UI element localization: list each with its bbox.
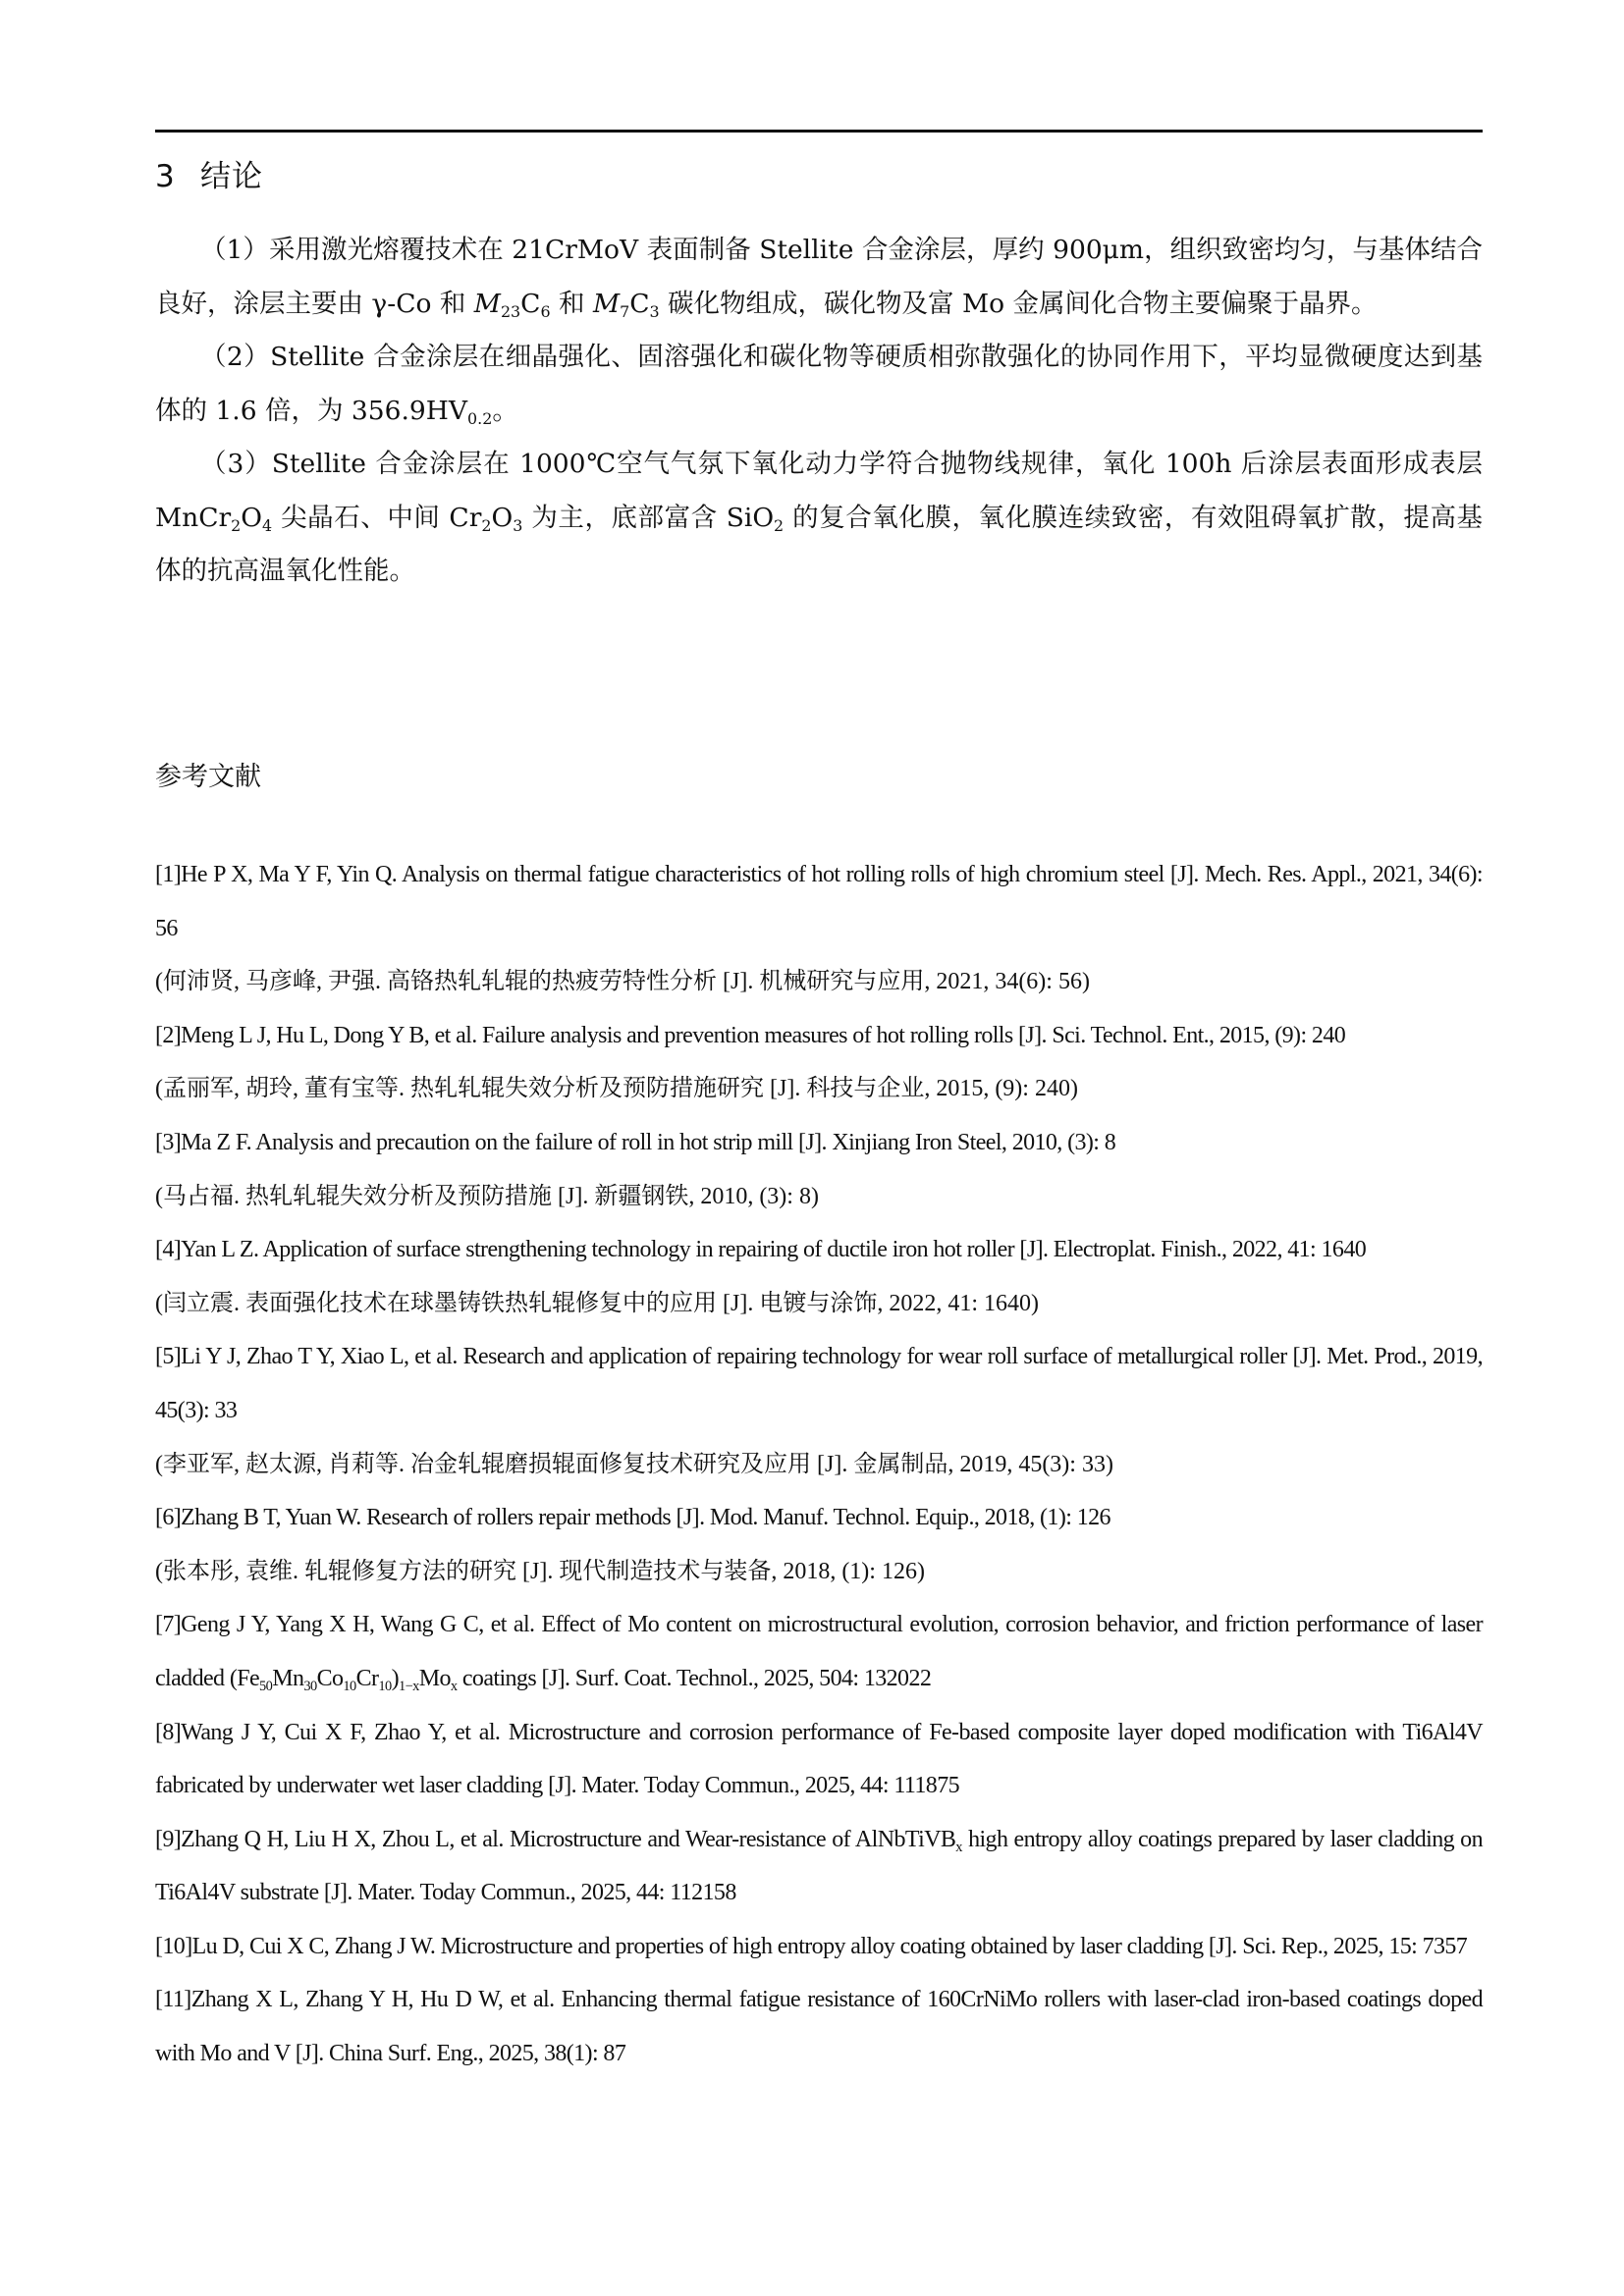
- subscript: 23: [500, 302, 521, 322]
- reference-5-zh: (李亚军, 赵太源, 肖莉等. 冶金轧辊磨损辊面修复技术研究及应用 [J]. 金属制品, 2019, 45(3): 33): [155, 1451, 1113, 1477]
- section-title: 结论: [200, 159, 263, 194]
- reference-9: [155, 1813, 1483, 1920]
- text: ): [391, 1665, 400, 1691]
- text: high entropy alloy coatings prepared by laser cladding on Ti6Al4V substrate [J]. Mater. Today Commun., 2025, 44: 112158: [155, 1826, 1483, 1906]
- text: C: [520, 288, 541, 319]
- text: M: [473, 288, 501, 319]
- reference-4: [4]Yan L Z. Application of surface strengthening technology in repairing of ductile iron hot roller [J]. Electroplat. Finish., 2022, 41: 1640: [155, 1237, 1367, 1263]
- conclusion-2: [155, 331, 1483, 438]
- conclusion-3: [155, 438, 1483, 599]
- text: Co: [316, 1665, 344, 1691]
- subscript: 3: [649, 302, 660, 322]
- reference-5: [5]Li Y J, Zhao T Y, Xiao L, et al. Research and application of repairing technology for wear roll surface of metallurgical roller [J]. Met. Prod., 2019, 45(3): 33: [155, 1344, 1483, 1423]
- text: [7]Geng J Y, Yang X H, Wang G C, et al. Effect of Mo content on microstructural evolution, corrosion behavior, and friction performance of laser cladded (Fe: [155, 1612, 1483, 1691]
- reference-2-zh: (孟丽军, 胡玲, 董有宝等. 热轧轧辊失效分析及预防措施研究 [J]. 科技与企业, 2015, (9): 240): [155, 1076, 1078, 1102]
- text: M: [592, 288, 621, 319]
- text: C: [629, 288, 650, 319]
- conclusion-1: [155, 224, 1483, 331]
- subscript: 1−x: [399, 1678, 419, 1694]
- reference-1-zh: (何沛贤, 马彦峰, 尹强. 高铬热轧轧辊的热疲劳特性分析 [J]. 机械研究与应用, 2021, 34(6): 56): [155, 969, 1090, 995]
- reference-1: [1]He P X, Ma Y F, Yin Q. Analysis on thermal fatigue characteristics of hot rolling rolls of high chromium steel [J]. Mech. Res. Appl., 2021, 34(6): 56: [155, 862, 1483, 941]
- subscript: 10: [378, 1678, 392, 1694]
- reference-11: [11]Zhang X L, Zhang Y H, Hu D W, et al. Enhancing thermal fatigue resistance of 160CrNiMo rollers with laser-clad iron-based coatings doped with Mo and V [J]. China Surf. Eng., 2025, 38(1): 87: [155, 1987, 1483, 2067]
- reference-7: [155, 1598, 1483, 1705]
- header-rule: [155, 130, 1483, 133]
- text: 尖晶石、中间 Cr: [272, 502, 482, 533]
- subscript: x: [955, 1839, 962, 1855]
- section-heading: [155, 155, 263, 198]
- reference-10: [10]Lu D, Cui X C, Zhang J W. Microstructure and properties of high entropy alloy coating obtained by laser cladding [J]. Sci. Rep., 2025, 15: 7357: [155, 1933, 1468, 1959]
- reference-6-zh: (张本彤, 袁维. 轧辊修复方法的研究 [J]. 现代制造技术与装备, 2018, (1): 126): [155, 1558, 925, 1584]
- subscript: 0.2: [467, 409, 493, 429]
- reference-3: [3]Ma Z F. Analysis and precaution on the failure of roll in hot strip mill [J]. Xinjiang Iron Steel, 2010, (3): 8: [155, 1129, 1116, 1155]
- text: 。: [492, 395, 518, 426]
- text: 的复合氧化膜，氧化膜连续致密，有效阻碍氧扩散，提高基体的抗高温氧化性能。: [155, 502, 1483, 586]
- text: Cr: [355, 1665, 379, 1691]
- subscript: 50: [259, 1678, 273, 1694]
- text: （1）采用激光熔覆技术在 21CrMoV 表面制备 Stellite 合金涂层，厚约 900μm，组织致密均匀，与基体结合良好，涂层主要由 γ-Co 和: [155, 235, 1483, 319]
- subscript: 10: [343, 1678, 356, 1694]
- subscript: 30: [303, 1678, 317, 1694]
- text: coatings [J]. Surf. Coat. Technol., 2025, 504: 132022: [457, 1665, 932, 1691]
- subscript: x: [450, 1678, 458, 1694]
- subscript: 3: [513, 516, 523, 536]
- reference-8: [8]Wang J Y, Cui X F, Zhao Y, et al. Microstructure and corrosion performance of Fe-based composite layer doped modification with Ti6Al4V fabricated by underwater wet laser cladding [J]. Mater. Today Commun., 2025, 44: 111875: [155, 1719, 1483, 1799]
- text: [9]Zhang Q H, Liu H X, Zhou L, et al. Microstructure and Wear-resistance of AlNbTiVB: [155, 1826, 956, 1852]
- text: O: [241, 502, 263, 533]
- subscript: 4: [262, 516, 273, 536]
- reference-4-zh: (闫立震. 表面强化技术在球墨铸铁热轧辊修复中的应用 [J]. 电镀与涂饰, 2022, 41: 1640): [155, 1290, 1039, 1316]
- reference-2: [2]Meng L J, Hu L, Dong Y B, et al. Failure analysis and prevention measures of hot rolling rolls [J]. Sci. Technol. Ent., 2015, (9): 240: [155, 1022, 1346, 1048]
- text: 和: [550, 288, 593, 319]
- subscript: 2: [774, 516, 785, 536]
- conclusions: [155, 224, 1483, 599]
- text: Mn: [272, 1665, 304, 1691]
- subscript: 6: [540, 302, 551, 322]
- text: 为主，底部富含 SiO: [522, 502, 775, 533]
- text: 碳化物组成，碳化物及富 Mo 金属间化合物主要偏聚于晶界。: [659, 288, 1378, 319]
- text: （3）Stellite 合金涂层在 1000℃空气气氛下氧化动力学符合抛物线规律，氧化 100h 后涂层表面形成表层 MnCr: [155, 449, 1483, 533]
- subscript: 7: [620, 302, 630, 322]
- reference-6: [6]Zhang B T, Yuan W. Research of rollers repair methods [J]. Mod. Manuf. Technol. Equip., 2018, (1): 126: [155, 1505, 1110, 1531]
- subscript: 2: [231, 516, 242, 536]
- text: Mo: [418, 1665, 451, 1691]
- reference-list: [155, 848, 1483, 2081]
- text: O: [491, 502, 514, 533]
- text: （2）Stellite 合金涂层在细晶强化、固溶强化和碳化物等硬质相弥散强化的协同作用下，平均显微硬度达到基体的 1.6 倍，为 356.9HV: [155, 342, 1483, 426]
- references-heading: 参考文献: [155, 762, 261, 792]
- subscript: 2: [481, 516, 492, 536]
- reference-3-zh: (马占福. 热轧轧辊失效分析及预防措施 [J]. 新疆钢铁, 2010, (3): 8): [155, 1183, 819, 1209]
- section-number: 3: [155, 159, 176, 194]
